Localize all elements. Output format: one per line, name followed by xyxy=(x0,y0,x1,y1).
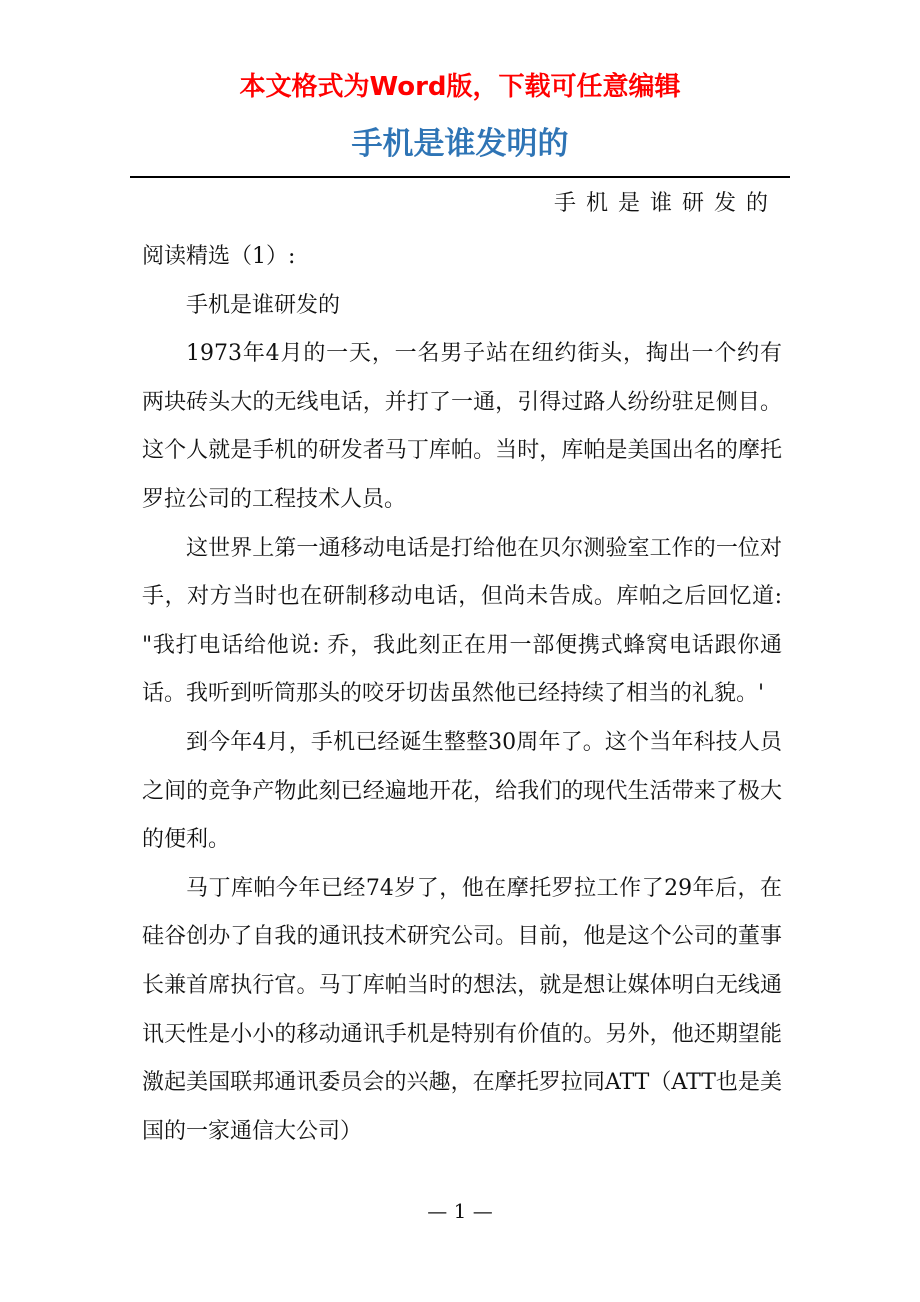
paragraph: 手机是谁研发的 xyxy=(186,292,341,318)
paragraph: 到今年4月，手机已经诞生整整30周年了。这个当年科技人员之间的竞争产物此刻已经遍地开花，给我们的现代生活带来了极大的便利。 xyxy=(142,729,782,853)
section-label: 阅读精选（1）: xyxy=(142,244,296,269)
format-notice-banner: 本文格式为Word版，下载可任意编辑 xyxy=(239,72,681,102)
page-number: — 1 — xyxy=(427,1199,493,1223)
paragraph: 1973年4月的一天，一名男子站在纽约街头，掏出一个约有两块砖头大的无线电话，并打了一通，引得过路人纷纷驻足侧目。这个人就是手机的研发者马丁库帕。当时，库帕是美国出名的摩托罗拉公司的工程技术人员。 xyxy=(142,341,782,512)
article-body xyxy=(142,233,782,1156)
document-title: 手机是谁发明的 xyxy=(351,126,569,162)
title-divider xyxy=(130,176,790,178)
subtitle: 手机是谁研发的 xyxy=(553,191,778,216)
paragraph: 这世界上第一通移动电话是打给他在贝尔测验室工作的一位对手，对方当时也在研制移动电话，但尚未告成。库帕之后回忆道: "我打电话给他说: 乔，我此刻正在用一部便携式蜂窝电话跟你通话。我听到听筒那头的咬牙切齿虽然他已经持续了相当的礼貌。' xyxy=(142,535,782,707)
paragraph: 马丁库帕今年已经74岁了，他在摩托罗拉工作了29年后，在硅谷创办了自我的通讯技术研究公司。目前，他是这个公司的董事长兼首席执行官。马丁库帕当时的想法，就是想让媒体明白无线通讯天性是小小的移动通讯手机是特别有价值的。另外，他还期望能激起美国联邦通讯委员会的兴趣，在摩托罗拉同ATT（ATT也是美国的一家通信大公司） xyxy=(142,875,782,1144)
